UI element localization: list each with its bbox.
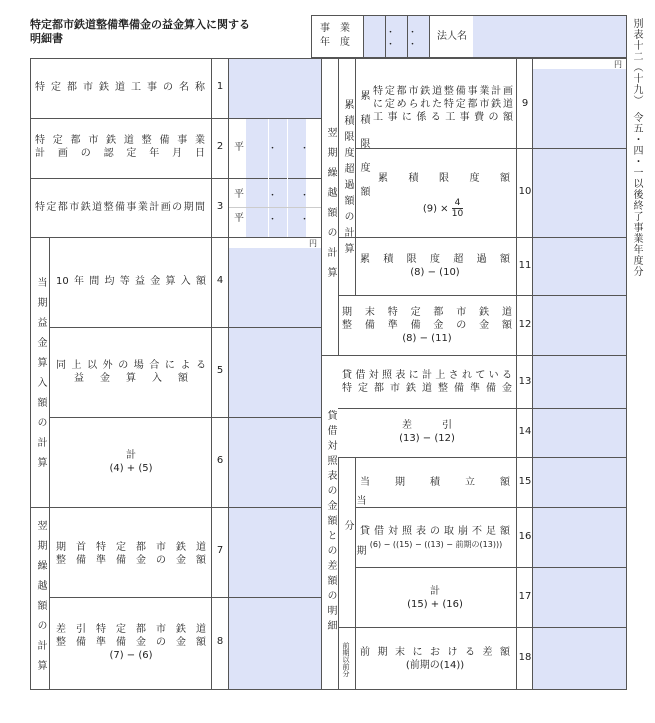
label-r2-2: 計画の認定年月日 — [35, 148, 205, 159]
label-r12-3: (8) − (11) — [402, 333, 452, 344]
label-r15: 当期積立額 — [360, 477, 510, 488]
label-r14-2: (13) − (12) — [399, 433, 455, 444]
corporation-name-label: 法人名 — [437, 31, 467, 42]
label-r5-1: 同上以外の場合による — [56, 360, 206, 371]
field-1[interactable] — [229, 59, 321, 118]
field-10[interactable] — [533, 149, 626, 237]
label-r8-1: 差引特定都市鉄道 — [56, 624, 206, 635]
label-r10-formula — [373, 198, 513, 219]
section-cumulative-limit: 累積限度額 — [358, 90, 369, 210]
label-r8-3: (7) − (6) — [109, 650, 153, 661]
label-r14-1: 差 引 — [402, 420, 452, 431]
form-title-line2: 明細書 — [30, 32, 63, 45]
business-year-field[interactable] — [364, 16, 429, 57]
label-r13-2: 特定都市鉄道整備準備金 — [342, 383, 512, 394]
row-number-7: 7 — [216, 545, 224, 556]
unit-yen-right: 円 — [614, 60, 622, 69]
label-r6-2: (4) + (5) — [109, 463, 153, 474]
field-16[interactable] — [533, 508, 626, 567]
label-r17-2: (15) + (16) — [407, 599, 463, 610]
field-15[interactable] — [533, 458, 626, 507]
field-5[interactable] — [229, 328, 321, 417]
row-number-8: 8 — [216, 636, 224, 647]
label-r11-2: (8) − (10) — [410, 267, 460, 278]
row-number-9: 9 — [521, 98, 529, 109]
business-year-label-1: 事 業 — [320, 23, 350, 34]
section-balance-diff: 貸借対照表の金額との差額の明細 — [325, 409, 336, 635]
field-14[interactable] — [533, 409, 626, 457]
business-year-label-2: 年 度 — [320, 37, 350, 48]
label-r17-1: 計 — [430, 586, 440, 597]
field-17[interactable] — [533, 568, 626, 627]
label-r2-1: 特定都市鉄道整備事業 — [35, 135, 205, 146]
label-r18-1: 前期末における差額 — [360, 647, 510, 658]
label-r7-1: 期首特定都市鉄道 — [56, 542, 206, 553]
row-number-2: 2 — [216, 141, 224, 152]
corporation-name-field[interactable] — [473, 16, 626, 57]
era-3: 平 — [234, 213, 244, 224]
label-r1: 特定都市鉄道工事の名称 — [35, 82, 205, 93]
field-11[interactable] — [533, 238, 626, 295]
fraction-4-10 — [452, 198, 463, 219]
row-number-10: 10 — [518, 186, 532, 197]
row-number-3: 3 — [216, 201, 224, 212]
fraction-denominator: 10 — [451, 209, 464, 219]
row-number-13: 13 — [518, 376, 532, 387]
era-1: 平 — [234, 142, 244, 153]
fraction-numerator: 4 — [452, 198, 463, 209]
row-number-16: 16 — [518, 531, 532, 542]
field-9[interactable] — [533, 69, 626, 148]
field-18[interactable] — [533, 628, 626, 689]
unit-yen-left: 円 — [309, 239, 317, 248]
section-excess-calc: 累積限度超過額の計算 — [342, 98, 353, 259]
field-4[interactable] — [229, 248, 321, 327]
row-number-11: 11 — [518, 260, 532, 271]
section-next-carry-right: 翌期繰越額の計算 — [325, 127, 336, 287]
label-r6-1: 計 — [126, 450, 136, 461]
side-label: 別表十二（十九） 令五・四・一以後終了事業年度分 — [631, 18, 642, 277]
field-7[interactable] — [229, 508, 321, 597]
section-current-period: 当期分 — [342, 495, 365, 595]
row-number-12: 12 — [518, 319, 532, 330]
form-title-line1: 特定都市鉄道整備準備金の益金算入に関する — [30, 18, 250, 31]
section-current-inclusion: 当期益金算入額の計算 — [35, 277, 46, 477]
label-r9-2: に定められた特定都市鉄道 — [373, 99, 513, 110]
row-number-14: 14 — [518, 426, 532, 437]
label-r11-1: 累積限度超過額 — [360, 254, 510, 265]
field-6[interactable] — [229, 418, 321, 507]
label-r10-pre: (9) × — [422, 203, 449, 215]
row-number-15: 15 — [518, 476, 532, 487]
label-r16-2: (6) − ((15) − ((13) − 前期の(13))) — [369, 540, 503, 549]
label-r18-2: (前期の(14)) — [405, 660, 465, 671]
row-number-6: 6 — [216, 455, 224, 466]
label-r5-2: 益金算入額 — [74, 373, 188, 384]
label-r3: 特定都市鉄道整備事業計画の期間 — [35, 202, 205, 213]
label-r12-1: 期末特定都市鉄道 — [342, 307, 512, 318]
label-r16-1: 貸借対照表の取崩不足額 — [360, 526, 510, 537]
section-next-carry-left: 翌期繰越額の計算 — [35, 520, 46, 680]
label-r10-1: 累積限度額 — [378, 173, 510, 184]
field-12[interactable] — [533, 296, 626, 355]
label-r9-3: 工事に係る工事費の額 — [373, 112, 513, 123]
form-title — [30, 18, 250, 46]
section-prior-period: 前期以前分 — [342, 641, 350, 677]
row-number-4: 4 — [216, 275, 224, 286]
row-number-17: 17 — [518, 591, 532, 602]
field-8[interactable] — [229, 598, 321, 689]
label-r13-1: 貸借対照表に計上されている — [342, 370, 512, 381]
row-number-5: 5 — [216, 365, 224, 376]
field-13[interactable] — [533, 356, 626, 408]
row-number-18: 18 — [518, 652, 532, 663]
label-r8-2: 整備準備金の金額 — [56, 637, 206, 648]
label-r9-1: 特定都市鉄道整備事業計画 — [373, 86, 513, 97]
row-number-1: 1 — [216, 81, 224, 92]
label-r7-2: 整備準備金の金額 — [56, 555, 206, 566]
label-r4: 10年間均等益金算入額 — [56, 276, 206, 287]
label-r12-2: 整備準備金の金額 — [342, 320, 512, 331]
era-2: 平 — [234, 189, 244, 200]
